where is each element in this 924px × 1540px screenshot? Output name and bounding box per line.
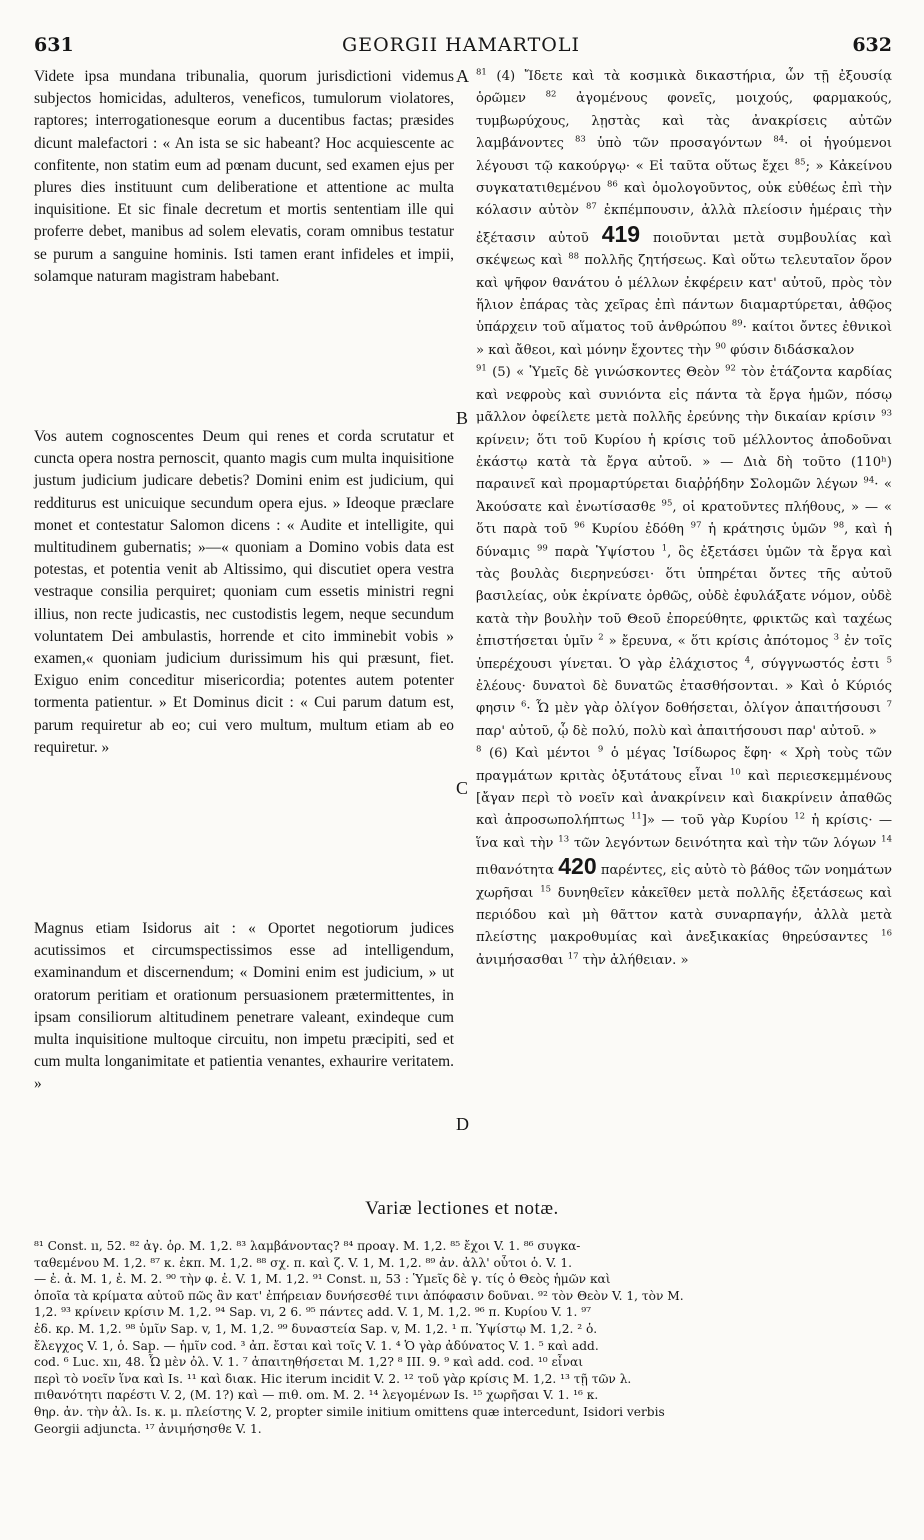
greek-text: καὶ περιεσκεμμένους [ἄγαν περὶ τὸ νοεῖν καὶ ἀνακρίνειν καὶ διακρίνειν ἀπαθῶς καὶ ἀπροσωπολήπτως <box>476 768 892 829</box>
greek-text: » ἔρευνα, « ὅτι κρίσις ἀπότομος <box>608 634 829 650</box>
latin-paragraph-3 <box>34 918 454 1096</box>
footnote-ref: 85 <box>794 157 806 168</box>
note-line: ταθεμένου M. 1,2. ⁸⁷ κ. ἐκπ. M. 1,2. ⁸⁸ σχ. π. καὶ ζ. V. 1, M. 1,2. ⁸⁹ ἀν. ἀλλ' οὗτοι ὁ. V. 1. <box>34 1255 573 1270</box>
greek-text: ; » Κἀκείνου συγκατατιθεμένου <box>476 158 892 197</box>
footnote-ref: 17 <box>567 951 579 962</box>
note-line: ⁸¹ Const. ıı, 52. ⁸² ἀγ. ὁρ. M. 1,2. ⁸³ λαμβάνοντας? ⁸⁴ προαγ. M. 1,2. ⁸⁵ ἔχοι V. 1. ⁸⁶ συγκα- <box>34 1239 581 1253</box>
latin-paragraph-1 <box>34 66 454 288</box>
greek-text: ἡ κρίσις· — ἵνα καὶ τὴν <box>476 813 893 851</box>
running-title: GEORGII HAMARTOLI <box>342 34 580 56</box>
greek-text: (5) « Ὑμεῖς δὲ γινώσκοντες Θεὸν <box>492 365 720 381</box>
column-number-419: 419 <box>601 220 641 247</box>
greek-column <box>476 66 892 972</box>
greek-text: , καὶ ἡ δύναμις <box>476 522 892 560</box>
greek-text: · Ὧ μὲν γὰρ ὀλίγον δοθήσεται, ὀλίγον ἀπαιτήσουσι <box>526 701 881 717</box>
footnote-ref: 88 <box>568 251 580 262</box>
greek-paragraph-6 <box>476 743 892 972</box>
greek-text: κρίνειν; ὅτι τοῦ Κυρίου ἡ κρίσις τοῦ μέλλοντος ἀποδοῦναι ἑκάστῳ κατὰ τὰ ἔργα αὐτοῦ. » — Διὰ δὴ τοῦτο (110ʰ) παραινεῖ καὶ προμαρτύρεται διαῤῥήδην Σολομῶν λέγων <box>476 432 892 493</box>
footnote-ref: 91 <box>476 363 487 374</box>
footnote-ref: 1 <box>661 543 668 554</box>
note-line: ἐδ. κρ. M. 1,2. ⁹⁸ ὑμῖν Sap. v, 1, M. 1,2. ⁹⁹ δυναστεία Sap. v, M. 1,2. ¹ π. Ὑψίστῳ M. 1,2. ² ὁ. <box>34 1321 598 1336</box>
greek-text: πιθανότητα <box>476 863 555 879</box>
footnote-ref: 8 <box>476 744 482 755</box>
greek-text: ὁ μέγας Ἰσίδωρος ἔφη· « Χρὴ τοὺς τῶν πραγμάτων κριτὰς ὀξυτάτους εἶναι <box>476 746 892 784</box>
footnote-ref: 9 <box>597 744 604 755</box>
footnote-ref: 97 <box>690 520 702 531</box>
footnote-ref: 99 <box>536 543 548 554</box>
greek-text: ἐν τοῖς ὑπερέχουσι γίνεται. Ὁ γὰρ ἐλάχιστος <box>476 634 892 672</box>
greek-text: καὶ ὁμολογοῦντος, οὐκ εὐθέως ἐπὶ τὴν κόλασιν αὐτὸν <box>476 181 893 219</box>
greek-text: Κυρίου ἐδόθη <box>591 522 684 538</box>
footnote-ref: 16 <box>881 929 892 940</box>
note-line: ἔλεγχος V. 1, ὁ. Sap. — ἡμῖν cod. ³ ἀπ. ἔσται καὶ τοῖς V. 1. ⁴ Ὁ γὰρ ἀδύνατος V. 1. ⁵ καὶ add. <box>34 1338 599 1353</box>
footnote-ref: 2 <box>598 632 604 643</box>
greek-text: τὸν ἐτάζοντα καρδίας καὶ νεφροὺς καὶ συνιόντα εἰς πάντα τὰ ἔργα ἡμῶν, πόσῳ μᾶλλον ὀφείλετε μετὰ πολλῆς ἐρεύνης τὴν δικαίαν κρίσιν <box>476 365 892 426</box>
page-number-right: 632 <box>852 34 892 56</box>
footnote-ref: 95 <box>661 498 673 509</box>
footnote-ref: 96 <box>574 520 585 531</box>
notes-block <box>34 1238 894 1437</box>
latin-text: Magnus etiam Isidorus ait : « Oportet negotiorum judices acutissimos et circumspectissimos esse ad intelligendum, examinandum et discernendum; « Domini enim est judicium, » ut oratorum peritiam et orationum persuasionem prætermittentes, in ipsam consiliorum altitudinem penetrare valeant, exindeque cum multa inquisitione multoque circuitu, non impetu præcipiti, sed et cum multa longanimitate et patientia venantes, exhaurire veritatem. » <box>34 920 454 1093</box>
greek-text: τῶν λεγόντων δεινότητα καὶ τὴν τῶν λόγων <box>574 835 877 851</box>
greek-paragraph-5 <box>476 362 892 743</box>
footnote-ref: 15 <box>540 884 552 895</box>
greek-text: ἐκπέμπουσιν, ἀλλὰ πλείοσιν ἡμέραις τὴν ἐξέτασιν αὐτοῦ <box>476 203 892 246</box>
greek-text: · οἱ ἡγούμενοι λέγουσι τῷ κακούργῳ· « Εἰ ταῦτα οὕτως ἔχει <box>476 136 892 174</box>
running-header <box>30 34 892 58</box>
greek-text: (6) Καὶ μέντοι <box>488 746 591 762</box>
latin-text: Videte ipsa mundana tribunalia, quorum jurisdictioni videmus subjectos homicidas, adulteros, veneficos, tumulorum violatores, raptores; interrogationesque eorum a ducentibus factas; præsides dicunt malefactori : « An ista se sic habeant? Hoc acquiescente ac confitente, non statim eum ad pœnam ducunt, sed examen ejus per plures dies instituunt cum deliberatione et attentione ac multa inquisitione. Et sic finale decretum et mortis sententiam ille qui proferre debet, manibus ad solem elevatis, coram omnibus testatur se purum a sanguine hominis. Isti tamen erant infideles et impii, solamque naturam magistram habebant. <box>34 68 454 285</box>
note-line: Georgii adjuncta. ¹⁷ ἀνιμήσησθε V. 1. <box>34 1421 262 1436</box>
greek-text: παρέντες, εἰς αὐτὸ τὸ βάθος τῶν νοημάτων χωρῆσαι <box>476 863 893 901</box>
footnote-ref: 13 <box>558 834 570 845</box>
margin-letter-b: B <box>456 408 469 428</box>
footnote-ref: 6 <box>521 699 527 710</box>
footnote-ref: 4 <box>744 655 751 666</box>
note-line: 1,2. ⁹³ κρίνειν κρίσιν M. 1,2. ⁹⁴ Sap. vı, 2 6. ⁹⁵ πάντες add. V. 1, M. 1,2. ⁹⁶ π. Κυρίου V. 1. ⁹⁷ <box>34 1305 592 1320</box>
footnote-ref: 89 <box>731 319 743 330</box>
greek-text: ]» — τοῦ γὰρ Κυρίου <box>641 813 788 829</box>
footnote-ref: 10 <box>730 767 741 778</box>
greek-text: ποιοῦνται μετὰ συμβουλίας καὶ σκέψεως καὶ <box>476 230 892 269</box>
greek-text: , οἱ κρατοῦντες πλήθους, » — « ὅτι παρὰ τοῦ <box>476 499 892 538</box>
column-number-420: 420 <box>558 853 597 880</box>
footnote-ref: 11 <box>630 812 642 823</box>
greek-text: ὑπὸ τῶν προσαγόντων <box>597 136 763 152</box>
greek-text: τὴν ἀλήθειαν. » <box>582 952 689 968</box>
footnote-ref: 86 <box>606 179 618 190</box>
note-line: πιθανότητι παρέστι V. 2, (M. 1?) καὶ — πιθ. om. M. 2. ¹⁴ λεγομένων Is. ¹⁵ χωρῆσαι V. 1. ¹⁶ κ. <box>34 1388 599 1403</box>
latin-paragraph-2 <box>34 426 454 759</box>
greek-text: ἐλέους· δυνατοὶ δὲ δυνατῶς ἐτασθήσονται. » Καὶ ὁ Κύριός φησιν <box>476 678 892 717</box>
greek-text: πολλῆς ζητήσεως. Καὶ οὕτω τελευταῖον ὅρον καὶ ψῆφον θανάτου ὁ μέλλων ἐκφέρειν κατ' αὐτοῦ, πρὸς τὸν ἥλιον ἐπάρας τὰς χεῖρας ἐπὶ πάντων διαμαρτύρεται, ἀθῷος ὑπάρχειν τοῦ αἵματος τοῦ ἀνθρώπου <box>476 253 892 336</box>
footnote-ref: 3 <box>833 632 840 643</box>
greek-text: , ὃς ἐξετάσει ὑμῶν τὰ ἔργα καὶ τὰς βουλὰς διερηνεύσει· ὅτι ὑπηρέται ὄντες τῆς αὐτοῦ βασιλείας, οὐκ ἐκρίνατε ὀρθῶς, οὐδὲ ἐφυλάξατε νόμον, οὐδὲ κατὰ τὴν βουλὴν τοῦ Θεοῦ ἐπορεύθητε, φρικτῶς καὶ ταχέως ἐπιστήσεται ὑμῖν <box>476 544 892 650</box>
footnote-ref: 87 <box>585 202 597 213</box>
greek-text: ἀγομένους φονεῖς, μοιχούς, φαρμακούς, τυμβωρύχους, λῃστὰς καὶ τὰς ἀνακρίσεις αὐτῶν λαμβάνοντες <box>476 91 892 152</box>
footnote-ref: 12 <box>794 812 806 823</box>
margin-letter-d: D <box>456 1114 469 1134</box>
footnote-ref: 81 <box>476 67 487 78</box>
margin-letter-c: C <box>456 778 469 798</box>
footnote-ref: 5 <box>886 655 892 666</box>
note-line: θηρ. ἀν. τὴν ἀλ. Is. κ. μ. πλείστης V. 2, propter simile initium omittens quæ intercedunt, Isidori verbis <box>34 1404 665 1419</box>
greek-text: · καίτοι ὄντες ἐθνικοὶ » καὶ ἄθεοι, καὶ μόνην ἔχοντες τὴν <box>476 320 892 358</box>
footnote-ref: 84 <box>773 134 785 145</box>
footnote-ref: 94 <box>863 475 875 486</box>
greek-text: , σύγγνωστός ἐστι <box>750 656 880 672</box>
note-line: cod. ⁶ Luc. xıı, 48. Ὧ μὲν ὀλ. V. 1. ⁷ ἀπαιτηθήσεται M. 1,2? ⁸ III. 9. ⁹ καὶ add. cod. ¹⁰ εἶναι <box>34 1355 583 1370</box>
greek-text: (4) Ἴδετε καὶ τὰ κοσμικὰ δικαστήρια, ὧν τῇ ἐξουσίᾳ ὁρῶμεν <box>476 69 893 107</box>
note-line: — ἐ. ἀ. M. 1, ἐ. M. 2. ⁹⁰ τὴν φ. ἐ. V. 1, M. 1,2. ⁹¹ Const. ıı, 53 : Ὑμεῖς δὲ γ. τίς ὁ Θεὸς ἡμῶν καὶ <box>34 1272 611 1287</box>
notes-title: Variæ lectiones et notæ. <box>365 1198 559 1219</box>
note-line: ὁποῖα τὰ κρίματα αὐτοῦ πῶς ἂν κατ' ἐπήρειαν δυνήσεσθέ τινι ἀπόφασιν δοῦναι. ⁹² τὸν Θεὸν V. 1, τὸν M. <box>34 1288 684 1303</box>
greek-text: δυνηθεῖεν κἀκεῖθεν μετὰ πολλῆς ἐξετάσεως καὶ περιόδου καὶ μὴ θᾶττον κατὰ συναρπαγήν, ἀλλὰ μετὰ πλείστης μακροθυμίας καὶ ἀνεξικακίας θηρεύσαντες <box>476 885 893 946</box>
margin-letter-a: A <box>456 66 469 86</box>
footnote-ref: 83 <box>575 134 586 145</box>
latin-text: Vos autem cognoscentes Deum qui renes et corda scrutatur et cuncta opera nostra pernoscit, quanto magis cum multa inquisitione justum judicium judicare debetis? Domini enim est judicium, qui redditurus est unicuique secundum opera ejus. » Ideoque præclare monet et contestatur Salomon dicens : « Audite et intelligite, qui multitudinem gubernatis; »—« quoniam a Domino vobis data est potestas, et potentia venit ab Altissimo, qui discutiet opera vestra vestraque consilia perquiret; quoniam cum essetis ministri regni illius, non recte judicastis, nec custodistis legem, neque secundum voluntatem Dei ambulastis, horrende et cito imminebit vobis » examen,« quoniam judicium durissimum his qui præsunt, fiet. Exiguo enim conceditur misericordia; potentes autem potenter tormenta patientur. » Et Dominus dicit : « Cui parum datum est, parum requiretur ab eo; cui vero multum, multum etiam ab eo requiretur. » <box>34 428 454 756</box>
note-line: περὶ τὸ νοεῖν ἵνα καὶ Is. ¹¹ καὶ διακ. Hic iterum incidit V. 2. ¹² τοῦ γὰρ κρίσις M. 1,2. ¹³ τῇ τῶν λ. <box>34 1371 632 1386</box>
footnote-ref: 82 <box>545 90 557 101</box>
greek-text: ἡ κράτησις ὑμῶν <box>708 522 827 538</box>
footnote-ref: 92 <box>725 363 736 374</box>
greek-text: παρ' αὐτοῦ, ᾧ δὲ πολύ, πολὺ καὶ ἀπαιτήσουσι παρ' αὐτοῦ. » <box>476 723 877 739</box>
greek-text: φύσιν διδάσκαλον <box>730 342 855 358</box>
footnote-ref: 7 <box>886 699 893 710</box>
greek-text: παρὰ Ὑψίστου <box>554 544 655 560</box>
footnote-ref: 98 <box>833 520 845 531</box>
greek-text: · « Ἀκούσατε καὶ ἐνωτίσασθε <box>476 477 892 515</box>
page-number-left: 631 <box>34 34 74 56</box>
footnote-ref: 90 <box>715 341 727 352</box>
greek-paragraph-4 <box>476 66 892 362</box>
footnote-ref: 93 <box>881 408 892 419</box>
greek-text: ἀνιμήσασθαι <box>476 952 564 968</box>
footnote-ref: 14 <box>881 834 892 845</box>
